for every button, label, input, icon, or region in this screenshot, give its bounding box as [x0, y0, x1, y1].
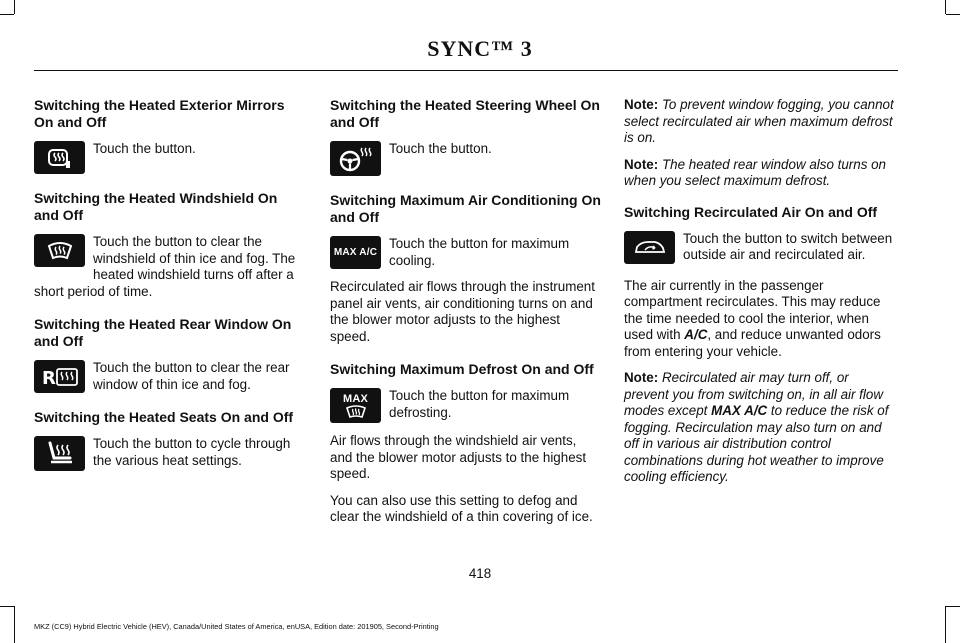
page-header-title: SYNC™ 3 [427, 36, 533, 61]
note-paragraph [624, 157, 896, 190]
crop-mark [946, 606, 960, 607]
crop-mark [946, 14, 960, 15]
instruction-text: Touch the button for maximum cooling. [389, 236, 570, 268]
note-label: Note: [624, 156, 659, 172]
instruction-text: Touch the button to clear the rear window of thin ice and fog. [93, 360, 290, 392]
body-text: The air currently in the passenger compartment recirculates. This may reduce the time needed to cool the interior, when used with [624, 277, 881, 342]
body-paragraph: Air flows through the windshield air vents, and the blower motor adjusts to the highest speed. [330, 433, 587, 481]
instruction-row [330, 236, 602, 269]
section-heading: Switching Maximum Air Conditioning On and Off [330, 192, 601, 225]
instruction-row [624, 231, 896, 264]
instruction-row [330, 141, 602, 176]
body-paragraph: You can also use this setting to defog and clear the windshield of a thin covering of ice. [330, 492, 593, 524]
page-number: 418 [468, 566, 492, 581]
heated-windshield-icon [34, 234, 85, 267]
note-label: Note: [624, 370, 659, 385]
section-heading: Switching the Heated Steering Wheel On and Off [330, 97, 600, 130]
crop-mark [14, 0, 15, 14]
header-rule [34, 70, 898, 71]
heated-seat-icon [34, 436, 85, 471]
crop-mark [945, 0, 946, 14]
instruction-row [34, 360, 306, 393]
ac-term: A/C [684, 327, 708, 342]
instruction-text: Touch the button to cycle through the various heat settings. [93, 436, 291, 468]
body-text: , and reduce unwanted odors from entering your vehicle. [624, 327, 881, 359]
note-paragraph [624, 97, 896, 147]
note-text: Recirculated air may turn off, or prevent you from switching on, in all air flow modes except [624, 370, 883, 418]
note-text: to reduce the risk of fogging. Recirculation may also turn on and off in various air distribution control combinations during hot weather to improve cooling efficiency. [624, 403, 889, 484]
max-defrost-icon-label: MAX [342, 392, 369, 405]
heated-steering-wheel-icon [330, 141, 381, 176]
column-right [624, 97, 896, 496]
recirculation-icon [624, 231, 675, 264]
instruction-text: Touch the button to switch between outside air and recirculated air. [683, 230, 893, 262]
section-heading: Switching the Heated Exterior Mirrors On and Off [34, 97, 285, 130]
section-heading: Switching the Heated Windshield On and Off [34, 190, 278, 223]
note-paragraph [624, 370, 896, 486]
column-left [34, 97, 306, 477]
instruction-row [34, 234, 306, 300]
heated-rear-window-icon [34, 360, 85, 393]
note-text: To prevent window fogging, you cannot select recirculated air when maximum defrost is on. [624, 97, 894, 145]
instruction-text: Touch the button. [389, 141, 492, 156]
instruction-text: Touch the button to clear the windshield of thin ice and fog. The heated windshield turns off after a short period of time. [34, 234, 296, 299]
crop-mark [945, 606, 946, 643]
crop-mark [14, 606, 15, 643]
heated-mirror-icon [34, 141, 85, 174]
note-text: The heated rear window also turns on when you select maximum defrost. [624, 156, 887, 188]
body-paragraph [624, 278, 896, 361]
instruction-row [330, 388, 602, 423]
note-label: Note: [624, 97, 659, 112]
section-heading: Switching Maximum Defrost On and Off [330, 361, 594, 377]
instruction-text: Touch the button. [93, 141, 196, 156]
section-heading: Switching Recirculated Air On and Off [624, 203, 878, 220]
body-paragraph: Recirculated air flows through the instrument panel air vents, air conditioning turns on and the blower motor adjusts to the highest speed. [330, 279, 595, 344]
max-ac-term: MAX A/C [711, 403, 768, 418]
column-middle [330, 97, 602, 536]
max-defrost-icon [330, 388, 381, 423]
instruction-row [34, 436, 306, 471]
instruction-text: Touch the button for maximum defrosting. [389, 388, 570, 420]
section-heading: Switching the Heated Seats On and Off [34, 409, 294, 425]
max-ac-icon [330, 236, 381, 269]
instruction-row [34, 141, 306, 174]
footer-text: MKZ (CC9) Hybrid Electric Vehicle (HEV), Canada/United States of America, enUSA, Edition date: 201905, Second-Printing [34, 622, 439, 631]
max-ac-icon-label: MAX A/C [333, 247, 378, 258]
crop-mark [0, 606, 14, 607]
section-heading: Switching the Heated Rear Window On and Off [34, 316, 292, 349]
crop-mark [0, 14, 14, 15]
svg-text:R: R [41, 367, 56, 388]
